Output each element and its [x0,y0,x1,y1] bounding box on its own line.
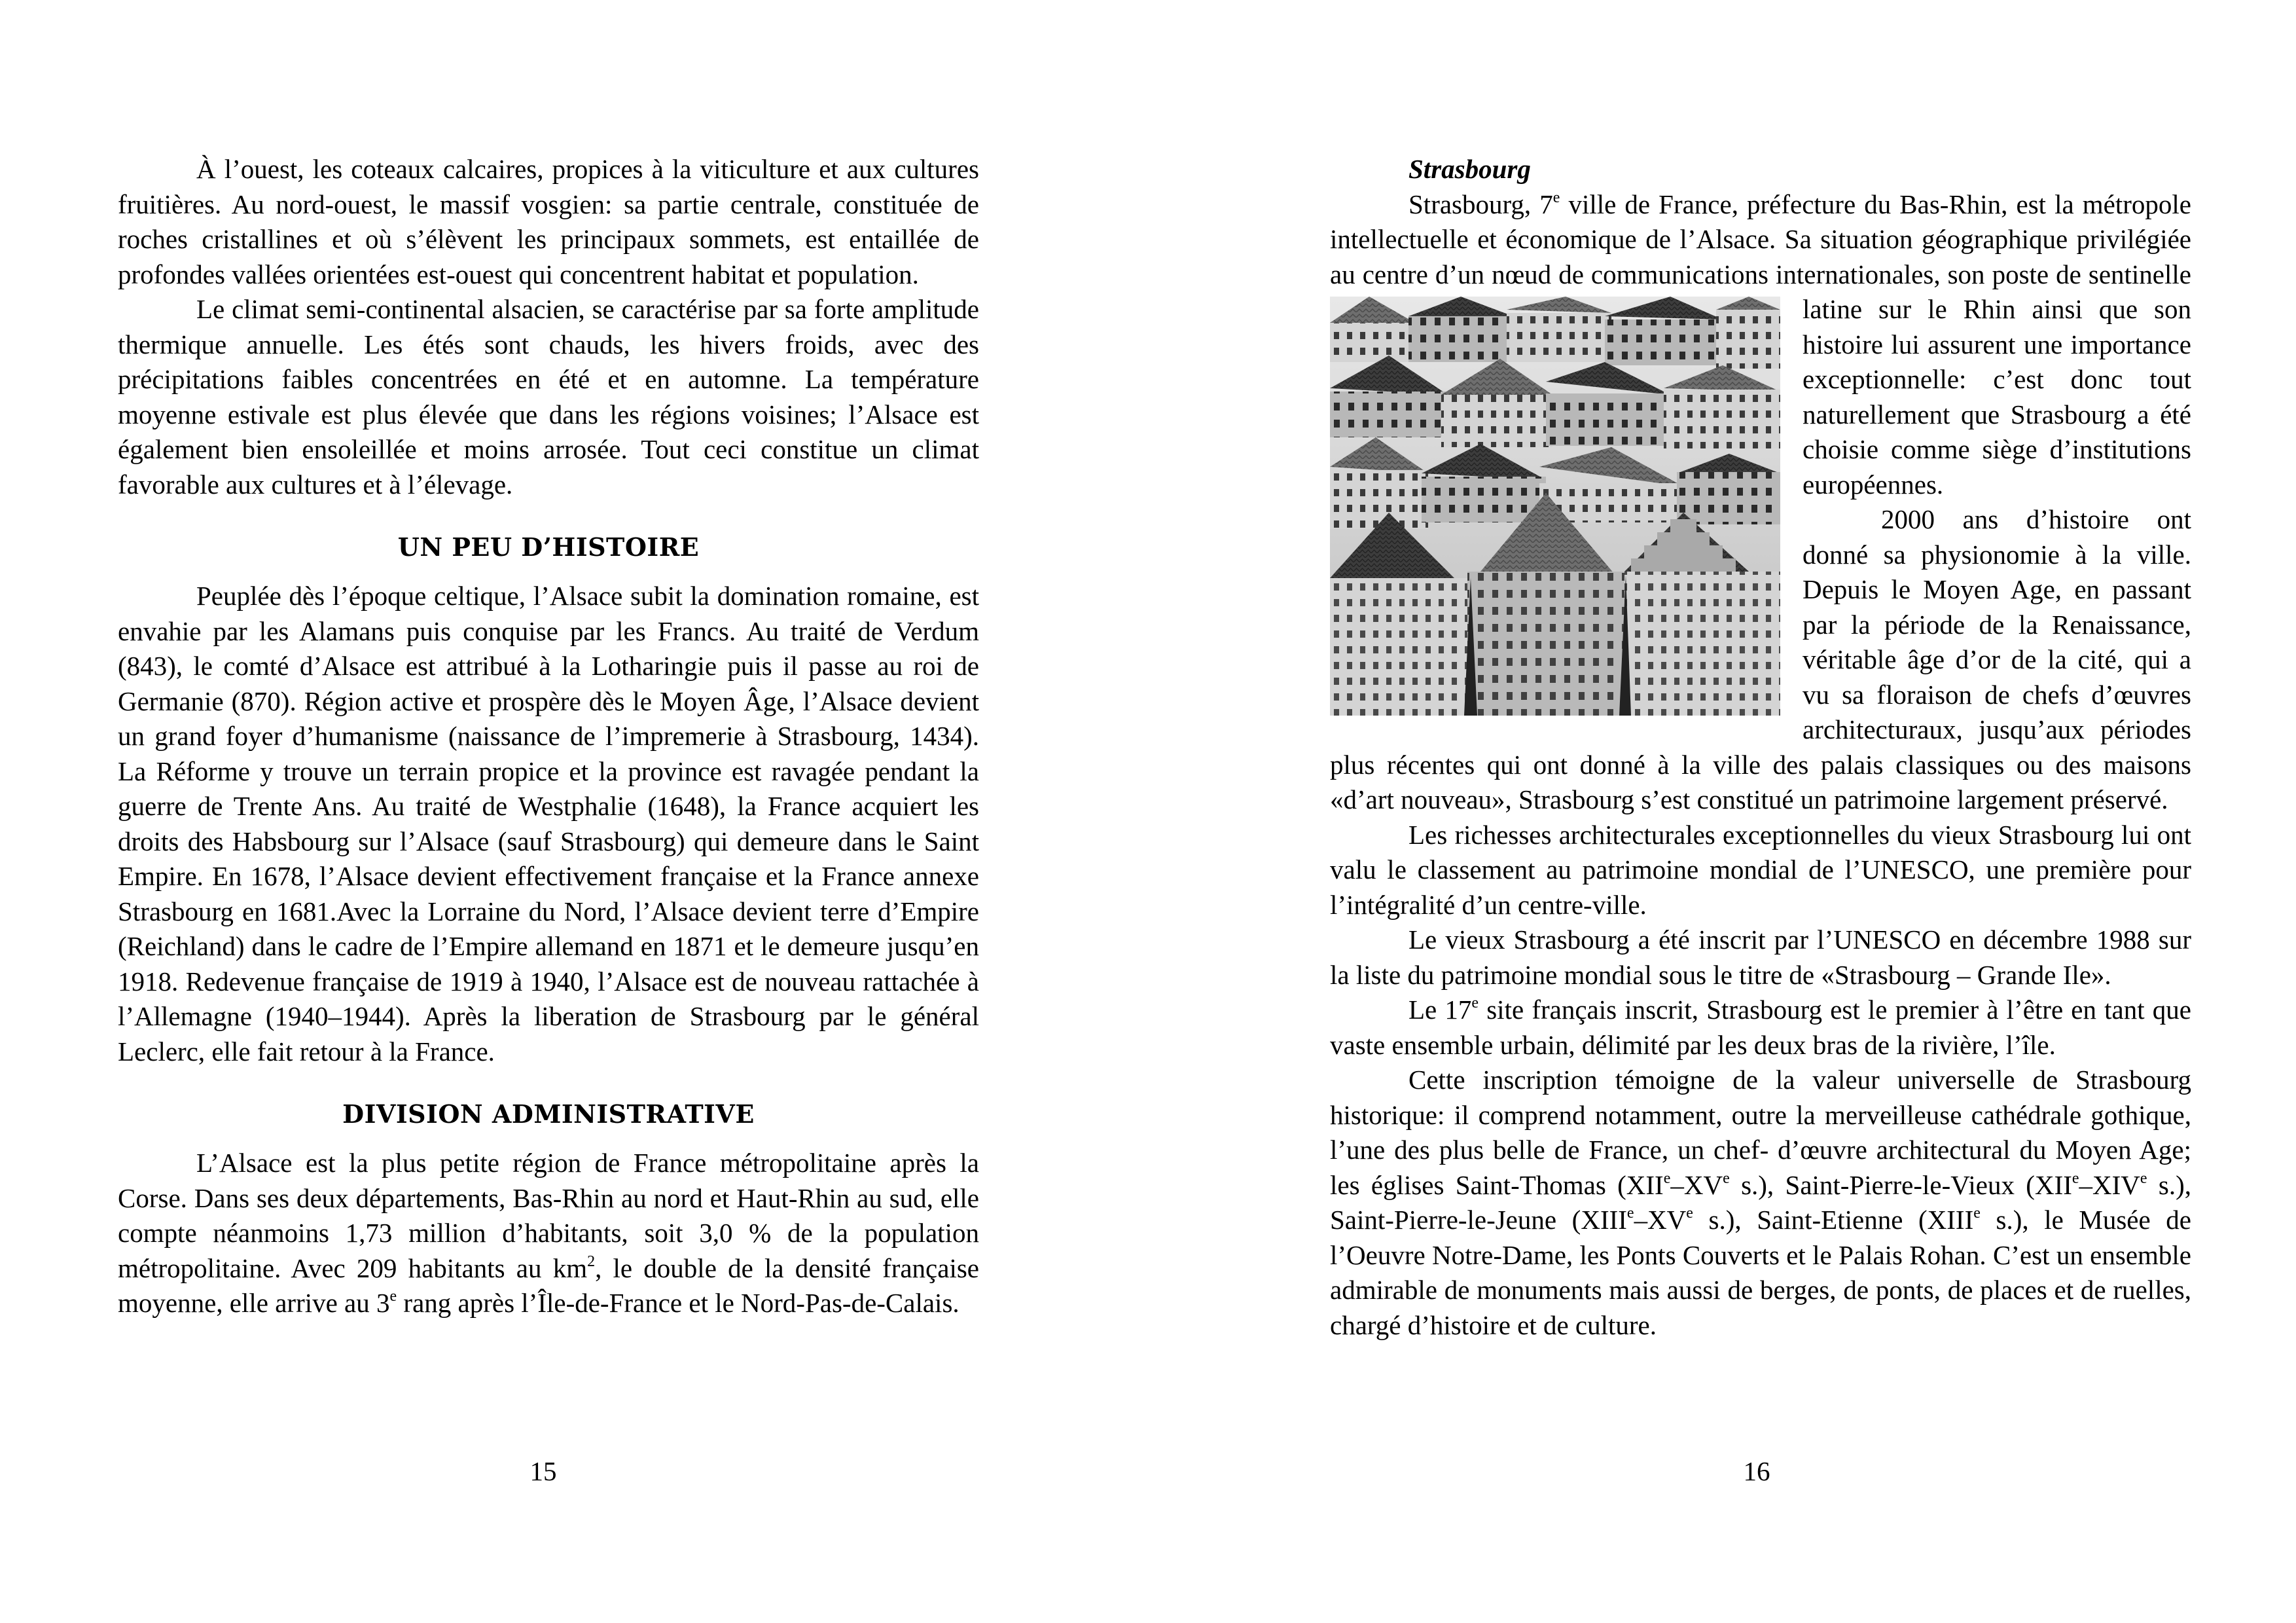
paragraph-strasbourg-intro [1330,187,2191,503]
admin-text-2: , le double de la densité française moyenne, elle arrive au 3 [118,1252,980,1318]
superscript-e: e [1723,1169,1730,1187]
left-text-column [118,152,979,1321]
paragraph-unesco: Le vieux Strasbourg a été inscrit par l’UNESCO en décembre 1988 sur la liste du patrimoine mondial sous le titre de «Strasbourg – Grande Ile». [1330,924,2191,990]
history-text: 2000 ans d’histoire ont donné sa physionomie à la ville. Depuis le Moyen Age, en passant par la période de la Renaissance, véritable âge d’or de la cité, qui a vu sa floraison de chefs d’œuvres architecturaux, jusqu’aux périodes plus récentes qui ont donné à la ville des palais classiques ou des maisons «d’art nouveau», Strasbourg s’est constitué un patrimoine largement préservé. [1330,504,2191,814]
heading-administrative-division: DIVISION ADMINISTRATIVE [342,1099,755,1129]
page-number-right: 16 [1743,1456,1770,1486]
inscription-text: s.), Saint-Pierre-le-Jeune (XIII [1330,1169,2191,1235]
inscription-text: –XV [1634,1205,1687,1235]
superscript-e: e [1973,1205,1981,1222]
right-text-column [1330,152,2191,1343]
intro-text-3: internationales, son poste de sentinelle latine sur le Rhin ainsi que son histoire lui assurent une importance exceptionnelle: c’est donc tout naturellement que Strasbourg a été choisie comme siège d’institutions européennes. [1768,259,2191,500]
paragraph-history: Peuplée dès l’époque celtique, l’Alsace subit la domination romaine, est envahie par les Alamans puis conquise par les Francs. Au traité de Verdum (843), le comté d’Alsace est attribué à la Lotharingie puis il passe au roi de Germanie (870). Région active et prospère dès le Moyen Âge, l’Alsace devient un grand foyer d’humanisme (naissance de l’impremerie à Strasbourg, 1434). La Réforme y trouve un terrain propice et la province est ravagée pendant la guerre de Trente Ans. Au traité de Westphalie (1648), la France acquiert les droits des Habsbourg sur l’Alsace (sauf Strasbourg) qui demeure dans le Saint Empire. En 1678, l’Alsace devient effectivement française et la France annexe Strasbourg en 1681.Avec la Lorraine du Nord, l’Alsace devient terre d’Empire (Reichland) dans le cadre de l’Empire allemand en 1871 et le demeure jusqu’en 1918. Redevenue française de 1919 à 1940, l’Alsace est de nouveau rattachée à l’Allemagne (1940–1944). Après la liberation de Strasbourg par le général Leclerc, elle fait retour à la France. [118,581,979,1067]
site-text-2: site français inscrit, Strasbourg est le premier à l’être en tant que vaste ensemble urbain, délimité par les deux bras de la rivière, l’île. [1330,994,2191,1060]
inscription-text: Cette inscription témoigne de la valeur universelle de Strasbourg historique: il comprend notamment, outre la merveilleuse cathédrale gothique, l’une des plus belle de France, un chef- d’œuvre architectural du Moyen Age; les églises Saint-Thomas (XII [1330,1065,2191,1200]
superscript-e: e [1686,1205,1693,1222]
superscript-e: e [1663,1169,1671,1187]
paragraph-17th-site [1330,993,2191,1063]
intro-text-2: ville de France, préfecture du Bas-Rhin, est la métropole intellectuelle et économique de l’Alsace. Sa situation géographique privilégiée au centre d’un nœud de communications [1330,189,2191,289]
paragraph-administrative [118,1146,979,1321]
inscription-text: s.), Saint-Etienne (XIII [1693,1205,1974,1235]
superscript-e: e [1471,994,1479,1012]
heading-history: UN PEU D’HISTOIRE [397,532,700,562]
superscript-e: e [2140,1169,2147,1187]
site-text-1: Le 17 [1408,994,1472,1025]
paragraph-inscription [1330,1063,2191,1343]
admin-text-3: rang après l’Île-de-France et le Nord-Pas-de-Calais. [397,1288,960,1318]
paragraph-geography: À l’ouest, les coteaux calcaires, propices à la viticulture et aux cultures fruitières. Au nord-ouest, le massif vosgien: sa partie centrale, constituée de roches cristallines et où s’élèvent les principaux sommets, est entaillée de profondes vallées orientées est-ouest qui concentrent habitat et population. [118,154,979,289]
section-title-strasbourg: Strasbourg [1408,154,1531,184]
inscription-text: –XIV [2079,1169,2140,1200]
superscript-2: 2 [587,1252,596,1270]
superscript-e: e [1626,1205,1634,1222]
paragraph-riches: Les richesses architecturales exceptionnelles du vieux Strasbourg lui ont valu le classement au patrimoine mondial de l’UNESCO, une première pour l’intégralité d’un centre-ville. [1330,819,2191,920]
inscription-text: s.), le Musée de l’Oeuvre Notre-Dame, les Ponts Couverts et le Palais Rohan. C’est un ensemble admirable de monuments mais aussi de berges, de ponts, de places et de ruelles, chargé d’histoire et de culture. [1330,1205,2191,1340]
inscription-text: s.), Saint-Pierre-le-Vieux (XII [1729,1169,2072,1200]
admin-text-1: L’Alsace est la plus petite région de France métropolitaine après la Corse. Dans ses deux départements, Bas-Rhin au nord et Haut-Rhin au sud, elle compte néanmoins 1,73 million d’habitants, soit 3,0 % de la population métropolitaine. Avec 209 habitants au km [118,1148,979,1283]
strasbourg-old-town-photo [1330,297,1780,716]
right-page [1148,0,2296,1623]
superscript-e: e [1552,189,1560,206]
paragraph-climate: Le climat semi-continental alsacien, se caractérise par sa forte amplitude thermique annuelle. Les étés sont chauds, les hivers froids, avec des précipitations faibles concentrées en été et en automne. La température moyenne estivale est plus élevée que dans les régions voisines; l’Alsace est également bien ensoleillée et moins arrosée. Tout ceci constitue un climat favorable aux cultures et à l’élevage. [118,294,979,500]
page-number-left: 15 [529,1456,557,1486]
intro-text-1: Strasbourg, 7 [1408,189,1553,219]
inscription-text: –XV [1670,1169,1723,1200]
superscript-e: e [2072,1169,2079,1187]
superscript-e: e [389,1288,397,1305]
